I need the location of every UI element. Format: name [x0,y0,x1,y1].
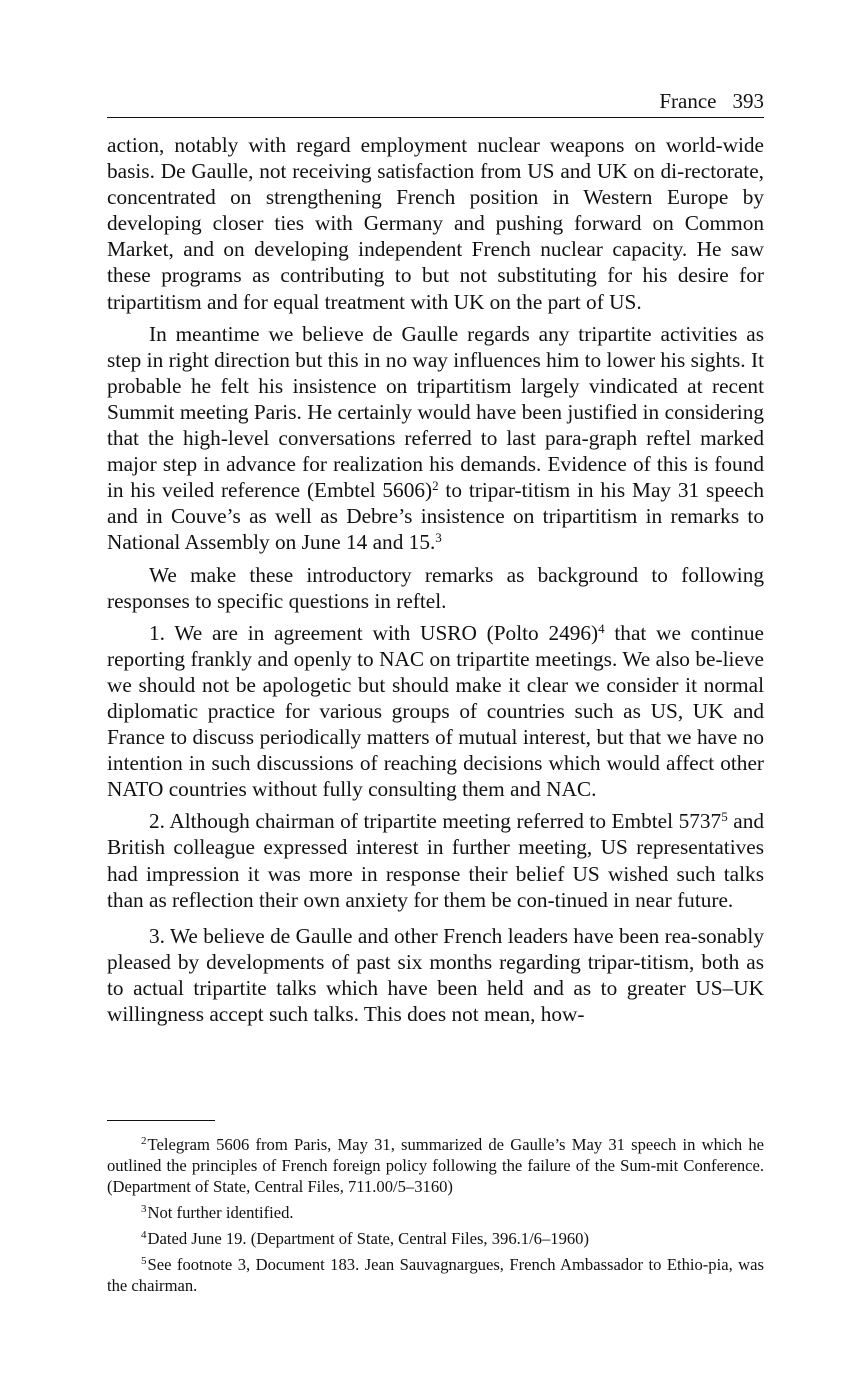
running-header [107,88,764,118]
paragraph-text: action, notably with regard employment nuclear weapons on world-wide basis. De Gaulle, not receiving satisfaction from US and UK on di-rectorate, concentrated on strengthening French position in Western Europe by developing closer ties with Germany and pushing forward on Common Market, and on developing independent French nuclear capacity. He saw these programs as contributing to but not substituting for his desire for tripartitism and for equal treatment with UK on the part of US. [107,133,764,314]
footnote-text: See footnote 3, Document 183. Jean Sauvagnargues, French Ambassador to Ethio-pia, was the chairman. [107,1255,764,1295]
footnote-text: Telegram 5606 from Paris, May 31, summarized de Gaulle’s May 31 speech in which he outlined the principles of French foreign policy following the failure of the Sum-mit Conference. (Department of State, Central Files, 711.00/5–3160) [107,1135,764,1196]
footnote-mark: 2 [141,1135,147,1147]
footnote [107,1228,764,1249]
section-title: France [659,89,717,113]
paragraph-text: and British colleague expressed interest in further meeting, US representatives had impression it was more in response their belief US wished such talks than as reflection their own anxiety for them be con-tinued in near future. [107,809,765,912]
footnote [107,1134,764,1197]
paragraph [107,562,764,614]
page-content [107,88,764,1033]
paragraph-text: 2. Although chairman of tripartite meeting referred to Embtel 5737 [149,809,722,834]
numbered-paragraph [107,620,764,803]
page-number: 393 [732,89,764,113]
paragraph-text: that we continue reporting frankly and openly to NAC on tripartite meetings. We also be-lieve we should not be apologetic but should make it clear we consider it normal diplomatic practice for various groups of countries such as US, UK and France to discuss periodically matters of mutual interest, but that we have no intention in such discussions of reaching decisions which would affect other NATO countries without fully consulting them and NAC. [107,620,765,802]
paragraph-text: We make these introductory remarks as background to following responses to specific questions in reftel. [107,562,764,613]
paragraph-text: to tripar-titism in his May 31 speech and in Couve’s as well as Debre’s insistence on tripartitism in remarks to National Assembly on June 14 and 15. [107,478,764,555]
footnote-mark: 5 [141,1255,147,1267]
footnote [107,1254,764,1296]
paragraph-text: In meantime we believe de Gaulle regards any tripartite activities as step in right direction but this in no way influences him to lower his sights. It probable he felt his insistence on tripartitism largely vindicated at recent Summit meeting Paris. He certainly would have been justified in considering that the high-level conversations referred to last para-graph reftel marked major step in advance for realization his demands. Evidence of this is found in his veiled reference (Embtel 5606) [107,321,764,503]
paragraph-text: 3. We believe de Gaulle and other French leaders have been rea-sonably pleased by developments of past six months regarding tripar-titism, both as to actual tripartite talks which have been held and as to greater US–UK willingness accept such talks. This does not mean, how- [107,923,764,1026]
footnote-ref: 3 [435,530,442,546]
footnote-mark: 3 [141,1203,147,1215]
paragraph [107,321,764,556]
main-text [107,132,764,1027]
paragraph-text: 1. We are in agreement with USRO (Polto 2496) [149,620,599,645]
footnote-ref: 2 [432,478,439,494]
footnote-divider [107,1120,215,1121]
numbered-paragraph [107,808,764,912]
footnote-text: Not further identified. [147,1203,294,1222]
paragraph [107,132,764,315]
footnote-text: Dated June 19. (Department of State, Central Files, 396.1/6–1960) [147,1229,589,1248]
numbered-paragraph [107,923,764,1027]
footnote-ref: 5 [721,809,728,825]
footnote-ref: 4 [598,620,605,636]
footnote-mark: 4 [141,1229,147,1241]
footnote [107,1202,764,1223]
footnotes [107,1134,764,1301]
